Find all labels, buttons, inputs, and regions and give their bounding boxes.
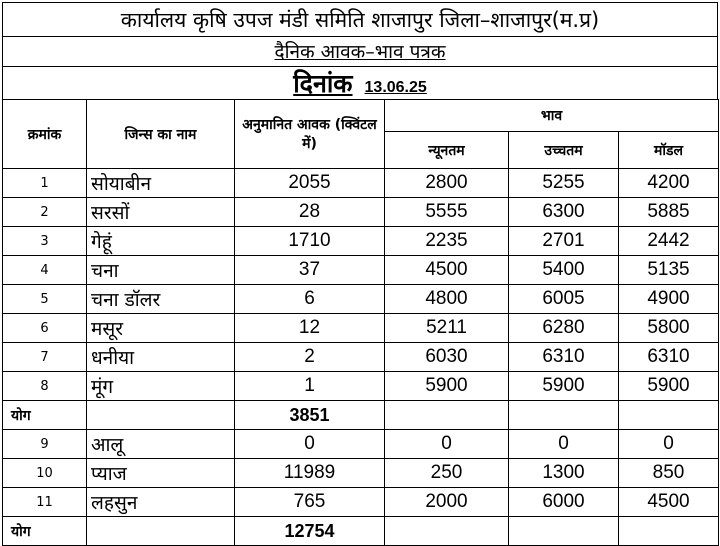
row-arrival: 11989 [235,459,385,488]
total-row [3,517,719,546]
row-serial: 1 [3,169,87,198]
table-row [3,169,719,198]
row-modal-price: 6310 [619,343,719,372]
table-row [3,256,719,285]
row-commodity: सरसों [87,198,235,227]
row-commodity: चना डॉलर [87,285,235,314]
row-min-price: 5900 [385,372,509,401]
empty-cell [385,401,509,430]
row-modal-price: 4200 [619,169,719,198]
row-modal-price: 5885 [619,198,719,227]
row-serial: 5 [3,285,87,314]
row-arrival: 12 [235,314,385,343]
row-serial: 2 [3,198,87,227]
row-max-price: 6280 [509,314,619,343]
row-arrival: 765 [235,488,385,517]
total-arrival: 3851 [235,401,385,430]
row-modal-price: 5900 [619,372,719,401]
row-min-price: 5555 [385,198,509,227]
total-row [3,401,719,430]
empty-cell [87,517,235,546]
row-commodity: प्याज [87,459,235,488]
row-modal-price: 5135 [619,256,719,285]
table-row [3,314,719,343]
table-row [3,343,719,372]
row-max-price: 5900 [509,372,619,401]
date-label: दिनांक [293,69,353,98]
row-max-price: 6310 [509,343,619,372]
row-arrival: 6 [235,285,385,314]
row-min-price: 4800 [385,285,509,314]
empty-cell [87,401,235,430]
table-body [3,169,719,546]
sheet-subtitle [2,36,718,66]
col-modal: मॉडल [619,132,719,169]
row-min-price: 5211 [385,314,509,343]
row-serial: 9 [3,430,87,459]
row-arrival: 37 [235,256,385,285]
col-price: भाव [385,100,719,132]
row-commodity: आलू [87,430,235,459]
row-max-price: 0 [509,430,619,459]
row-max-price: 6005 [509,285,619,314]
row-serial: 8 [3,372,87,401]
row-min-price: 0 [385,430,509,459]
date-line [2,66,718,99]
row-serial: 6 [3,314,87,343]
col-max: उच्चतम [509,132,619,169]
table-row [3,372,719,401]
table-row [3,430,719,459]
row-commodity: धनीया [87,343,235,372]
row-serial: 7 [3,343,87,372]
empty-cell [385,517,509,546]
table-row [3,198,719,227]
col-commodity: जिन्स का नाम [87,100,235,169]
row-commodity: गेहूं [87,227,235,256]
table-row [3,227,719,256]
empty-cell [509,401,619,430]
row-arrival: 1710 [235,227,385,256]
row-modal-price: 4900 [619,285,719,314]
table-row [3,459,719,488]
row-max-price: 6000 [509,488,619,517]
total-arrival: 12754 [235,517,385,546]
row-arrival: 1 [235,372,385,401]
row-max-price: 6300 [509,198,619,227]
row-max-price: 5255 [509,169,619,198]
row-arrival: 2055 [235,169,385,198]
sheet-subtitle-text: दैनिक आवक–भाव पत्रक [274,41,446,63]
row-min-price: 2000 [385,488,509,517]
row-modal-price: 4500 [619,488,719,517]
row-commodity: मूंग [87,372,235,401]
row-modal-price: 850 [619,459,719,488]
row-max-price: 2701 [509,227,619,256]
row-serial: 4 [3,256,87,285]
row-commodity: लहसुन [87,488,235,517]
row-commodity: सोयाबीन [87,169,235,198]
row-serial: 11 [3,488,87,517]
row-modal-price: 2442 [619,227,719,256]
row-modal-price: 0 [619,430,719,459]
arrival-price-table [2,99,719,546]
row-arrival: 0 [235,430,385,459]
row-min-price: 6030 [385,343,509,372]
row-min-price: 4500 [385,256,509,285]
row-modal-price: 5800 [619,314,719,343]
table-row [3,488,719,517]
row-min-price: 2800 [385,169,509,198]
col-serial: क्रमांक [3,100,87,169]
total-label: योग [3,517,87,546]
row-commodity: चना [87,256,235,285]
row-commodity: मसूर [87,314,235,343]
office-title: कार्यालय कृषि उपज मंडी समिति शाजापुर जिला–शाजापुर(म.प्र) [2,2,718,36]
row-serial: 3 [3,227,87,256]
row-arrival: 28 [235,198,385,227]
table-row [3,285,719,314]
row-max-price: 1300 [509,459,619,488]
empty-cell [619,517,719,546]
row-min-price: 2235 [385,227,509,256]
row-arrival: 2 [235,343,385,372]
col-min: न्यूनतम [385,132,509,169]
total-label: योग [3,401,87,430]
col-arrival: अनुमानित आवक (क्विंटल में) [235,100,385,169]
empty-cell [619,401,719,430]
empty-cell [509,517,619,546]
row-max-price: 5400 [509,256,619,285]
row-serial: 10 [3,459,87,488]
row-min-price: 250 [385,459,509,488]
date-value: 13.06.25 [364,79,427,96]
